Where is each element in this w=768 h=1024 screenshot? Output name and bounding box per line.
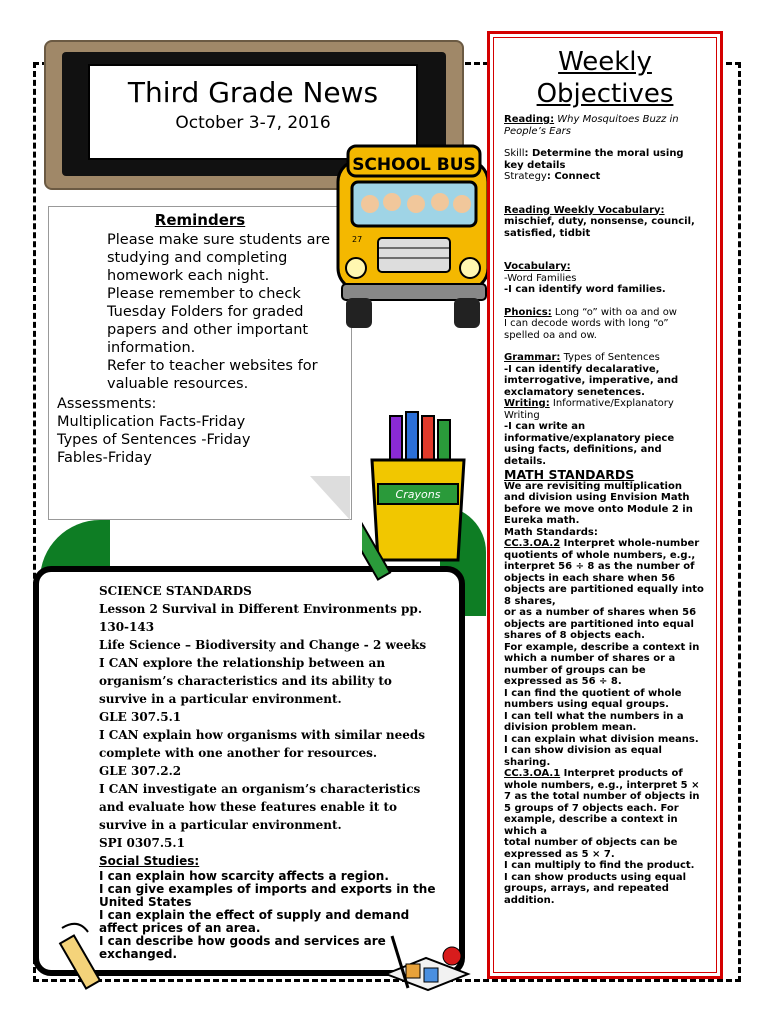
math-line: We are revisiting multiplication and division using Envision Math before we move onto Module 2 in Eureka math.	[504, 480, 693, 526]
writing-line	[504, 398, 704, 421]
grammar-text: Types of Sentences	[560, 352, 660, 363]
objectives-title: Weekly Objectives	[536, 47, 674, 109]
crayons-label: Crayons	[395, 488, 441, 501]
standard-code: CC.3.OA.1	[504, 768, 561, 779]
phonics-label: Phonics:	[504, 306, 552, 318]
standard-code: CC.3.OA.2	[504, 538, 561, 549]
writing-text: Informative/Explanatory Writing	[504, 398, 674, 421]
reading-title: Why Mosquitoes Buzz in People’s Ears	[504, 114, 679, 137]
science-line: Lesson 2 Survival in Different Environments pp. 130-143	[99, 602, 423, 634]
skill-line	[504, 148, 704, 171]
grammar-line	[504, 352, 704, 364]
pencil-icon	[58, 918, 138, 998]
bus-sign: SCHOOL BUS	[352, 155, 476, 175]
social-line: I can describe how goods and services are exchanged.	[99, 934, 386, 961]
math-line: For example, describe a context in which a number of shares or a number of groups can be expressed as 56 ÷ 8.	[504, 641, 700, 687]
strategy-text: : Connect	[546, 171, 601, 182]
science-line: I CAN explore the relationship between an organism’s characteristics and its ability to survive in a particular environment.	[99, 656, 392, 706]
phonics-text: Long “o” with oa and ow	[551, 306, 677, 318]
reading-vocab-label: Reading Weekly Vocabulary:	[504, 204, 665, 216]
bus-number: 27	[352, 235, 363, 244]
math-standards-heading: MATH STANDARDS	[504, 467, 635, 482]
science-line: SPI 0307.5.1	[99, 836, 185, 850]
math-line: I can show products using equal groups, arrays, and repeated addition.	[504, 871, 687, 906]
math-line: I can tell what the numbers in a division problem mean.	[504, 710, 684, 733]
crayons-icon	[362, 410, 474, 582]
reminder-item: Please make sure students are studying and completing homework each night.	[107, 232, 331, 284]
assessments	[57, 395, 250, 467]
math-standard-1	[504, 538, 704, 607]
phonics-can: I can decode words with long “o” spelled oa and ow.	[504, 318, 669, 341]
math-line: I can multiply to find the product.	[504, 860, 695, 871]
science-content	[99, 582, 439, 961]
standard-text: Interpret whole-number quotients of whole numbers, e.g., interpret 56 ÷ 8 as the number of objects in each share when 56 objects are partitioned equally into 8 shares,	[504, 538, 704, 607]
page-curl	[310, 476, 350, 520]
reminder-item: Please remember to check Tuesday Folders for graded papers and other important information.	[107, 286, 309, 356]
grammar-label: Grammar:	[504, 352, 561, 363]
school-bus-icon	[318, 142, 508, 332]
reading-line	[504, 114, 704, 137]
reading-label: Reading:	[504, 114, 555, 125]
writing-can: -I can write an informative/explanatory piece using facts, definitions, and details.	[504, 421, 675, 467]
phonics-line	[504, 307, 704, 319]
math-line: I can find the quotient of whole numbers using equal groups.	[504, 687, 682, 710]
math-line: Math Standards:	[504, 526, 598, 538]
math-line: or as a number of shares when 56 objects are partitioned into equal shares of 8 objects each.	[504, 607, 697, 641]
assessment-item: Types of Sentences -Friday	[57, 432, 251, 448]
math-line: total number of objects can be expressed as 5 × 7.	[504, 837, 678, 860]
objectives-body	[504, 114, 704, 906]
writing-label: Writing:	[504, 398, 550, 409]
math-standard-2	[504, 768, 704, 837]
books-apple-icon	[382, 934, 472, 994]
assessment-item: Fables-Friday	[57, 450, 152, 466]
social-line: I can give examples of imports and exports in the United States	[99, 882, 436, 909]
reminders-note	[48, 206, 352, 520]
reminders-title: Reminders	[154, 211, 246, 229]
science-line: GLE 307.2.2	[99, 764, 182, 778]
social-studies-heading: Social Studies:	[99, 854, 200, 868]
science-box	[33, 566, 465, 976]
science-line: I CAN explain how organisms with similar needs complete with one another for resources.	[99, 728, 426, 760]
assessment-item: Multiplication Facts-Friday	[57, 414, 246, 430]
page-title: Third Grade News	[127, 76, 379, 109]
vocabulary-sub: -Word Families	[504, 272, 577, 284]
standard-text: Interpret products of whole numbers, e.g., interpret 5 × 7 as the total number of objects in 5 groups of 7 objects each. For example, describe a context in which a	[504, 768, 700, 837]
vocabulary-can: -I can identify word families.	[504, 284, 666, 295]
skill-text: : Determine the moral using key details	[504, 148, 684, 171]
science-line: GLE 307.5.1	[99, 710, 182, 724]
reading-vocab-words: mischief, duty, nonsense, council, satisfied, tidbit	[504, 216, 695, 239]
grammar-can: -I can identify decalarative, imterrogative, imperative, and exclamatory senetences.	[504, 363, 679, 398]
weekly-objectives-panel	[487, 31, 723, 979]
strategy-label: Strategy	[504, 171, 547, 182]
vocabulary-label: Vocabulary:	[504, 261, 571, 272]
strategy-line	[504, 171, 704, 183]
social-line: I can explain how scarcity affects a region.	[99, 869, 389, 883]
reminder-item: Refer to teacher websites for valuable resources.	[107, 358, 318, 392]
assessments-label: Assessments:	[57, 396, 157, 412]
science-line: I CAN investigate an organism’s characteristics and evaluate how these features enable it to survive in a particular environment.	[99, 782, 421, 832]
math-line: I can explain what division means.	[504, 733, 699, 745]
science-line: Life Science – Biodiversity and Change - 2 weeks	[99, 638, 427, 652]
page-date: October 3-7, 2016	[175, 113, 331, 133]
science-heading: SCIENCE STANDARDS	[99, 584, 252, 598]
math-line: I can show division as equal sharing.	[504, 745, 662, 768]
skill-label: Skill	[504, 148, 525, 159]
social-line: I can explain the effect of supply and demand affect prices of an area.	[99, 908, 410, 935]
